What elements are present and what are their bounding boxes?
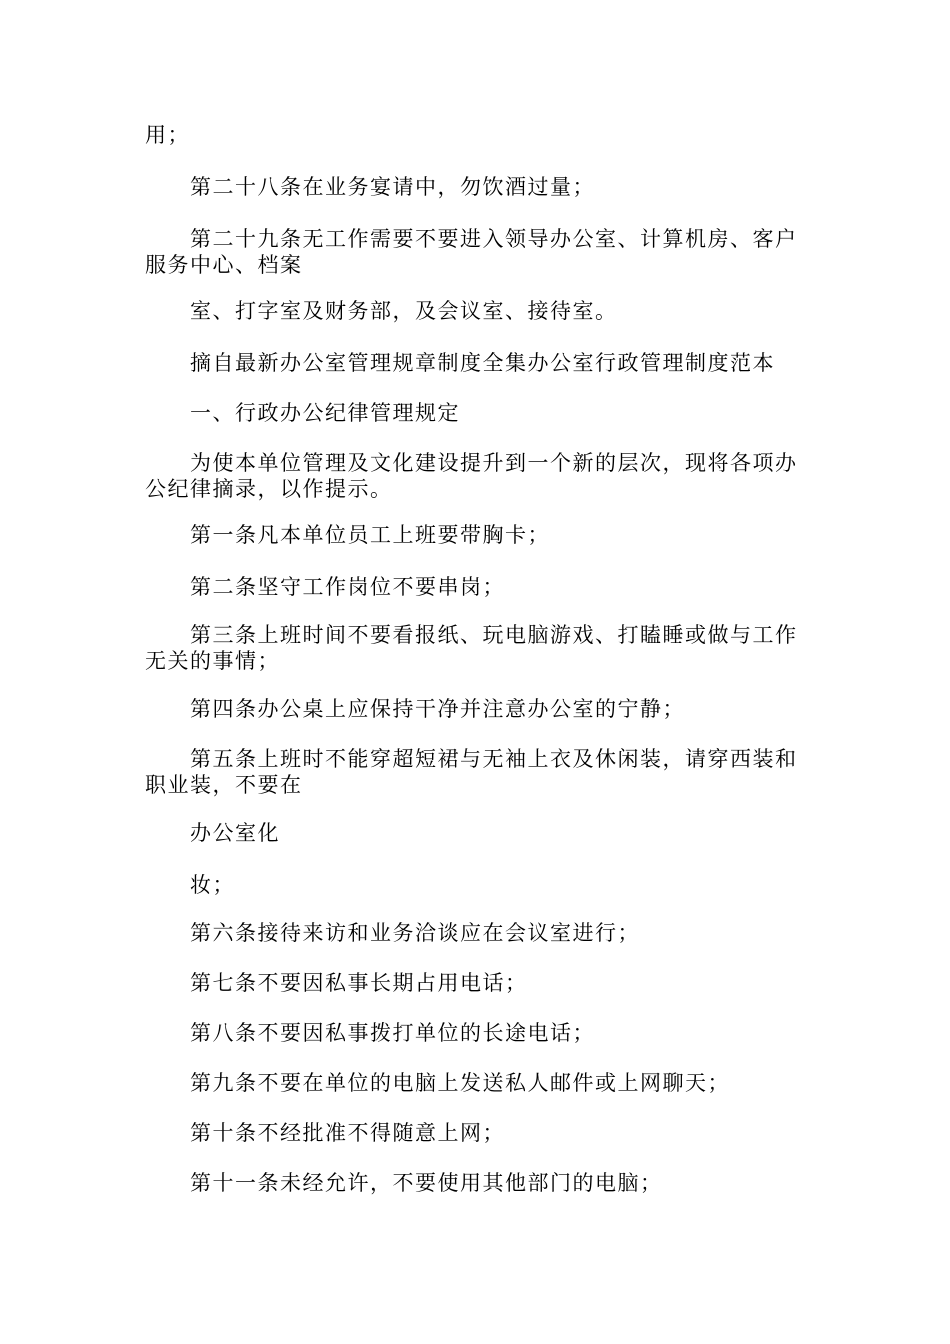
paragraph-text: 室、打字室及财务部，及会议室、接待室。 xyxy=(190,299,618,323)
paragraph-text: 第十条不经批准不得随意上网； xyxy=(190,1121,505,1145)
paragraph-text: 办公室化 xyxy=(190,821,280,845)
paragraph-text: 第十一条未经允许，不要使用其他部门的电脑； xyxy=(190,1171,663,1195)
paragraph-text: 妆； xyxy=(190,873,235,897)
paragraph-text: 第二十八条在业务宴请中，勿饮酒过量； xyxy=(190,175,595,199)
paragraph-text: 第六条接待来访和业务洽谈应在会议室进行； xyxy=(190,921,640,945)
paragraph-text: 第一条凡本单位员工上班要带胸卡； xyxy=(190,523,550,547)
paragraph-text: 第五条上班时不能穿超短裙与无袖上衣及休闲装，请穿西装和职业装，不要在 xyxy=(145,747,798,797)
paragraph-text: 第七条不要因私事长期占用电话； xyxy=(190,971,528,995)
paragraph-text: 第三条上班时间不要看报纸、玩电脑游戏、打瞌睡或做与工作无关的事情； xyxy=(145,623,798,673)
paragraph-text: 第八条不要因私事拨打单位的长途电话； xyxy=(190,1021,595,1045)
section-heading: 一、行政办公纪律管理规定 xyxy=(190,401,460,425)
paragraph-text: 第四条办公桌上应保持干净并注意办公室的宁静； xyxy=(190,697,685,721)
paragraph-text: 为使本单位管理及文化建设提升到一个新的层次，现将各项办公纪律摘录，以作提示。 xyxy=(145,451,798,501)
paragraph-text: 第二十九条无工作需要不要进入领导办公室、计算机房、客户服务中心、档案 xyxy=(145,227,798,277)
paragraph-text: 用； xyxy=(145,123,190,147)
paragraph-text: 第二条坚守工作岗位不要串岗； xyxy=(190,575,505,599)
paragraph-text: 第九条不要在单位的电脑上发送私人邮件或上网聊天； xyxy=(190,1071,730,1095)
paragraph-text: 摘自最新办公室管理规章制度全集办公室行政管理制度范本 xyxy=(190,351,775,375)
